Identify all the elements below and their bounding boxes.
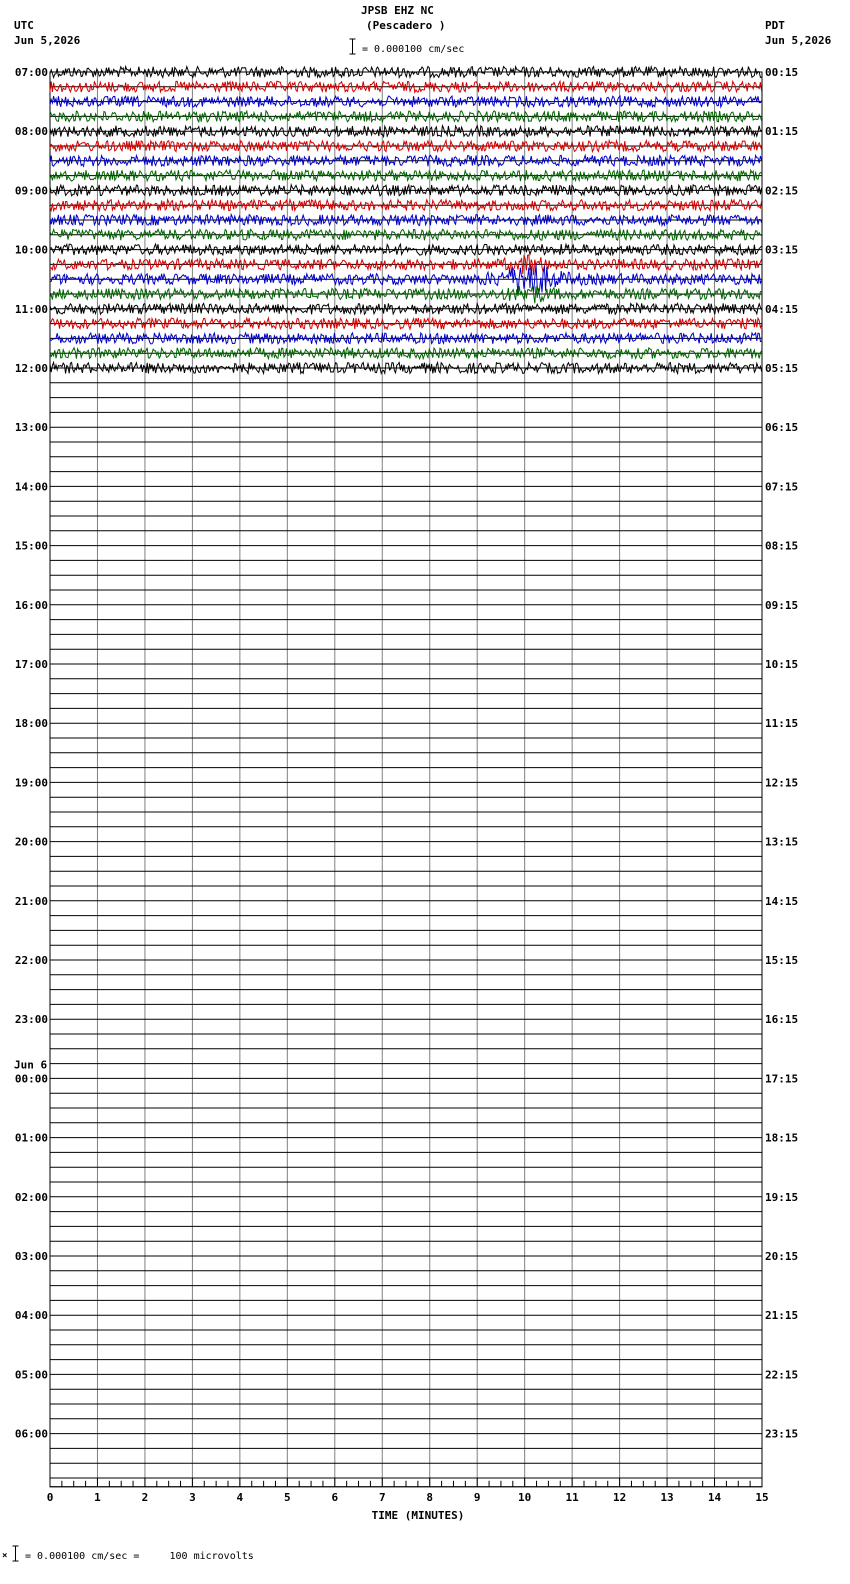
x-tick-label: 7	[378, 1490, 386, 1504]
x-tick-label: 13	[660, 1490, 674, 1504]
scale-text: = 0.000100 cm/sec	[362, 44, 465, 55]
right-hour-label: 20:15	[765, 1250, 799, 1263]
date-change-label: Jun 6	[14, 1058, 48, 1072]
right-hour-label: 14:15	[765, 894, 799, 908]
right-hour-label: 09:15	[765, 598, 799, 612]
plot-frame	[50, 72, 762, 1487]
right-hour-label: 10:15	[765, 658, 799, 671]
right-hour-label: 21:15	[765, 1309, 799, 1323]
right-hour-label: 02:15	[765, 184, 799, 198]
right-hour-label: 12:15	[765, 776, 799, 790]
right-hour-label: 01:15	[765, 125, 799, 139]
x-tick-label: 2	[141, 1490, 149, 1504]
station-title: JPSB EHZ NC	[361, 4, 434, 17]
footer-marker-icon: ×	[2, 1551, 8, 1561]
x-tick-label: 1	[94, 1490, 101, 1504]
seismic-trace	[50, 286, 762, 303]
left-hour-label: 20:00	[14, 835, 48, 849]
right-hour-label: 11:15	[765, 717, 799, 731]
footer-scale-bar-icon	[12, 1545, 19, 1562]
x-tick-label: 0	[46, 1490, 54, 1504]
left-hour-label: 23:00	[14, 1013, 48, 1027]
left-date: Jun 5,2026	[14, 34, 81, 47]
left-hour-label: 17:00	[14, 658, 48, 671]
left-hour-label: 04:00	[14, 1309, 48, 1323]
right-hour-label: 19:15	[765, 1190, 799, 1204]
right-hour-label: 22:15	[765, 1368, 799, 1382]
station-location: (Pescadero )	[366, 19, 446, 32]
grid	[50, 72, 762, 1487]
right-hour-label: 23:15	[765, 1427, 799, 1441]
left-hour-label: 05:00	[14, 1368, 48, 1382]
footer-scale-text: = 0.000100 cm/sec = 100 microvolts	[25, 1551, 254, 1562]
left-hour-label: 03:00	[14, 1250, 48, 1263]
left-hour-label: 16:00	[14, 598, 48, 612]
left-hour-label: 15:00	[14, 539, 48, 553]
right-timezone: PDT	[765, 19, 785, 32]
x-tick-label: 3	[189, 1490, 196, 1504]
right-hour-label: 04:15	[765, 302, 799, 316]
x-axis-label: TIME (MINUTES)	[371, 1509, 465, 1522]
x-tick-label: 14	[707, 1490, 722, 1504]
left-hour-label: 00:00	[14, 1072, 48, 1086]
right-hour-label: 15:15	[765, 954, 799, 967]
left-hour-label: 06:00	[14, 1427, 48, 1441]
left-hour-label: 21:00	[14, 894, 48, 908]
right-hour-label: 05:15	[765, 362, 799, 375]
left-hour-label: 11:00	[14, 302, 48, 316]
right-hour-label: 03:15	[765, 243, 799, 257]
right-hour-label: 17:15	[765, 1072, 799, 1086]
right-hour-label: 00:15	[765, 66, 799, 79]
x-tick-label: 11	[565, 1490, 579, 1504]
left-timezone: UTC	[14, 19, 34, 32]
left-hour-label: 13:00	[14, 421, 48, 435]
left-hour-label: 01:00	[14, 1131, 48, 1145]
x-tick-label: 12	[612, 1490, 627, 1504]
x-tick-label: 15	[755, 1490, 769, 1504]
right-hour-label: 18:15	[765, 1131, 799, 1145]
x-tick-label: 4	[236, 1490, 244, 1504]
right-hour-label: 07:15	[765, 480, 799, 494]
right-hour-label: 13:15	[765, 835, 799, 849]
right-hour-label: 06:15	[765, 421, 799, 435]
x-tick-label: 9	[473, 1490, 481, 1504]
left-hour-label: 08:00	[14, 125, 48, 139]
x-tick-label: 8	[426, 1490, 434, 1504]
left-hour-label: 18:00	[14, 717, 48, 731]
right-hour-label: 16:15	[765, 1013, 799, 1027]
x-tick-label: 10	[518, 1490, 532, 1504]
left-hour-label: 02:00	[14, 1190, 48, 1204]
right-hour-label: 08:15	[765, 539, 799, 553]
left-hour-label: 22:00	[14, 954, 48, 967]
right-date: Jun 5,2026	[765, 34, 832, 47]
left-hour-label: 14:00	[14, 480, 48, 494]
x-tick-label: 6	[331, 1490, 339, 1504]
left-hour-label: 12:00	[14, 362, 48, 375]
left-hour-label: 09:00	[14, 184, 48, 198]
x-tick-label: 5	[284, 1490, 291, 1504]
seismic-trace	[50, 255, 762, 275]
left-hour-label: 19:00	[14, 776, 48, 790]
left-hour-label: 07:00	[14, 66, 48, 79]
left-hour-label: 10:00	[14, 243, 48, 257]
